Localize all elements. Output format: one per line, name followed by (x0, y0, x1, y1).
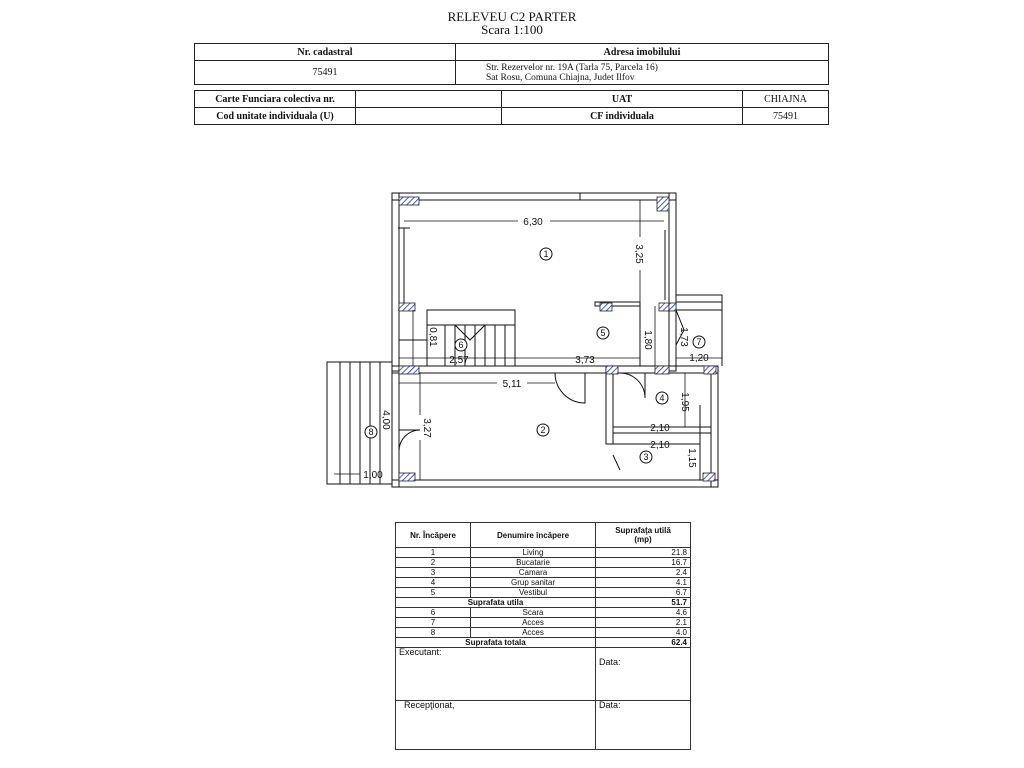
room-nr: 3 (396, 568, 471, 578)
wall-kitchen-right (606, 366, 613, 444)
room-marker: 3 (643, 452, 649, 462)
uat-value: CHIAJNA (743, 91, 829, 108)
table-row (396, 628, 691, 638)
wall-top (392, 193, 676, 200)
dim-label: 2,10 (650, 423, 670, 434)
dim-label: 4,00 (380, 410, 391, 430)
dim-label: 1,80 (642, 330, 653, 350)
wall-right-lower (711, 366, 718, 487)
dim-label: 1,00 (363, 470, 383, 481)
dim-label: 6,30 (523, 217, 543, 228)
subtotal-value: 51.7 (596, 598, 691, 608)
col-area-header (596, 523, 691, 548)
dim-label: 5,11 (502, 379, 522, 390)
wall-left-upper (392, 193, 399, 371)
room-area: 6.7 (596, 588, 691, 598)
adresa-line-2: Sat Rosu, Comuna Chiajna, Judet Ilfov (486, 72, 635, 83)
room-marker: 1 (543, 249, 549, 259)
carte-funciara-label: Carte Funciara colectiva nr. (195, 91, 356, 108)
room-name: Vestibul (471, 588, 596, 598)
subtotal-label: Suprafata utila (396, 598, 596, 608)
wall-right-upper (669, 193, 676, 371)
room-nr: 8 (396, 628, 471, 638)
room-name: Bucatarie (471, 558, 596, 568)
adresa-label: Adresa imobilului (456, 44, 829, 61)
room-nr: 6 (396, 608, 471, 618)
total-label: Suprafata totala (396, 638, 596, 648)
dim-label: 3,27 (421, 418, 432, 438)
room-nr: 7 (396, 618, 471, 628)
dim-label: 3,25 (633, 244, 644, 264)
total-value: 62.4 (596, 638, 691, 648)
room-name: Grup sanitar (471, 578, 596, 588)
room-area: 4.0 (596, 628, 691, 638)
cf-individuala-label: CF individuala (502, 108, 743, 125)
uat-label: UAT (502, 91, 743, 108)
col-area-line1: Suprafaţa utilă (615, 526, 671, 535)
data-label: Data: (599, 657, 621, 667)
executant-cell (396, 648, 596, 701)
dim-label: 1,15 (686, 448, 697, 468)
room-marker: 4 (659, 393, 665, 403)
page-title: RELEVEU C2 PARTER (447, 9, 577, 24)
room-marker: 2 (540, 425, 546, 435)
room-area: 2.4 (596, 568, 691, 578)
wall-bottom (392, 480, 718, 487)
cf-individuala-value: 75491 (743, 108, 829, 125)
room-area: 16.7 (596, 558, 691, 568)
dim-label: 1,20 (689, 353, 709, 364)
room-name: Scara (471, 608, 596, 618)
receptionat-cell (396, 701, 596, 750)
room-nr: 1 (396, 548, 471, 558)
room-marker: 5 (600, 328, 606, 338)
room-name: Acces (471, 628, 596, 638)
dim-label: 1,95 (679, 392, 690, 412)
room-marker: 6 (458, 340, 464, 350)
cod-unitate-label: Cod unitate individuala (U) (195, 108, 356, 125)
nr-cadastral-label: Nr. cadastral (195, 44, 456, 61)
dim-label: 3,73 (575, 355, 595, 366)
table-row (396, 578, 691, 588)
table-row (396, 568, 691, 578)
room-area: 4.1 (596, 578, 691, 588)
room-marker: 8 (368, 427, 374, 437)
room-area: 21.8 (596, 548, 691, 558)
dim-label: 2,10 (650, 440, 670, 451)
adresa-line-1: Str. Rezervelor nr. 19A (Tarla 75, Parcela 16) (486, 62, 658, 73)
col-nr-header: Nr. Încăpere (396, 523, 471, 548)
dim-label: 2,57 (449, 355, 469, 366)
room-nr: 2 (396, 558, 471, 568)
executant-label: Executant: (399, 647, 442, 657)
table-row (396, 548, 691, 558)
room-name: Camara (471, 568, 596, 578)
data-label: Data: (599, 700, 621, 710)
table-row (396, 608, 691, 618)
dim-label: 0,81 (427, 327, 438, 347)
room-area: 4.6 (596, 608, 691, 618)
data-cell-1 (596, 648, 691, 701)
col-area-line2: (mp) (634, 535, 652, 544)
page-subtitle: Scara 1:100 (481, 22, 543, 37)
room-name: Living (471, 548, 596, 558)
receptionat-label: Recepţionat, (404, 700, 455, 710)
room-area: 2.1 (596, 618, 691, 628)
subtotal-row (396, 598, 691, 608)
room-nr: 5 (396, 588, 471, 598)
room-nr: 4 (396, 578, 471, 588)
col-name-header: Denumire încăpere (471, 523, 596, 548)
data-cell-2 (596, 701, 691, 750)
room-marker: 7 (696, 337, 702, 347)
rooms-table (395, 522, 691, 750)
total-row (396, 638, 691, 648)
table-row (396, 558, 691, 568)
dim-label: 1,73 (678, 327, 689, 347)
wall-left-lower (392, 366, 399, 487)
room-name: Acces (471, 618, 596, 628)
nr-cadastral-value: 75491 (195, 61, 456, 85)
table-row (396, 588, 691, 598)
table-row (396, 618, 691, 628)
